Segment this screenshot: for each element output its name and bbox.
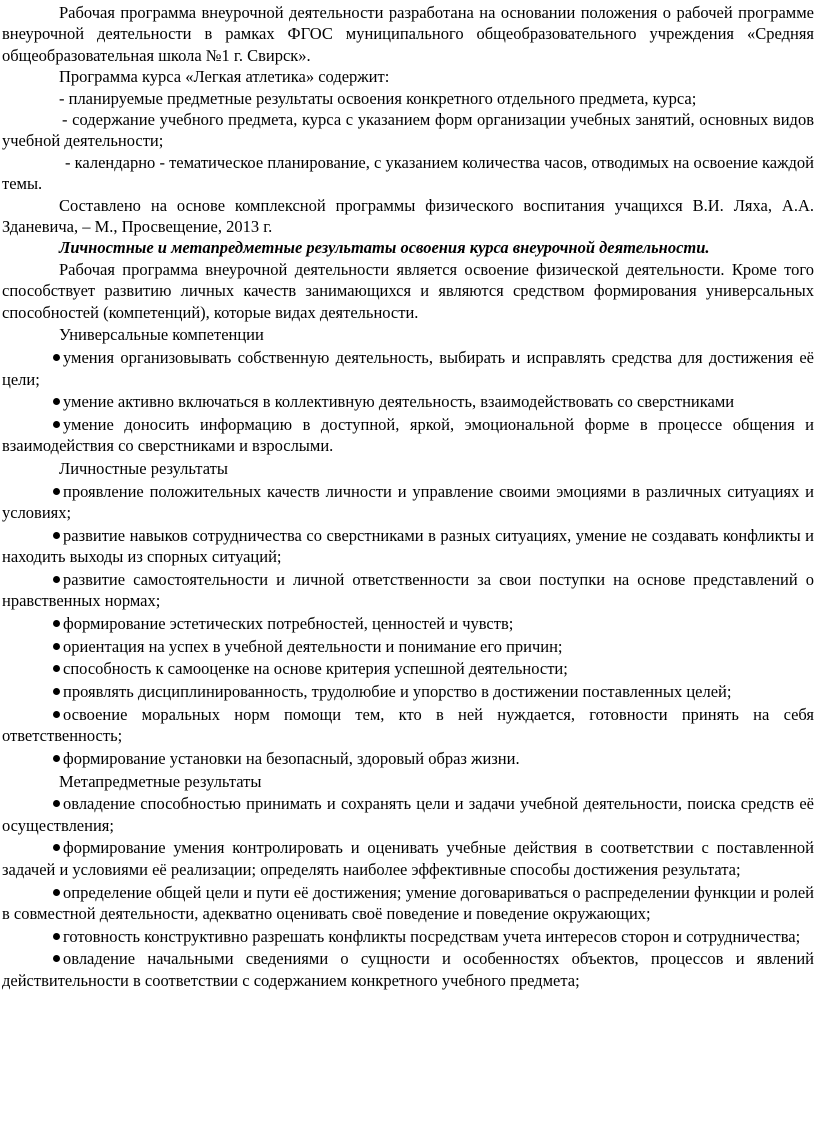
bullet-icon [53, 488, 60, 495]
list-item: определение общей цели и пути её достижения; умение договариваться о распределении функции и ролей в совместной деятельности, адекватно оценивать своё поведение и поведение окружающих; [2, 882, 814, 923]
list-item: формирование умения контролировать и оценивать учебные действия в соответствии с поставленной задачей и условиями её реализации; определять наиболее эффективные способы достижения результата; [2, 838, 814, 879]
bullet-icon [53, 711, 60, 718]
intro-item-results: - планируемые предметные результаты освоения конкретного отдельного предмета, курса; [59, 88, 697, 108]
list-item: овладение способностью принимать и сохранять цели и задачи учебной деятельности, поиска средств её осуществления; [2, 794, 814, 835]
list-item: формирование установки на безопасный, здоровый образ жизни. [2, 748, 814, 769]
bullet-icon [53, 643, 60, 650]
intro-paragraph-basis: Рабочая программа внеурочной деятельности разработана на основании положения о рабочей программе внеурочной деятельности в рамках ФГОС муниципального общеобразовательного учреждения «Средняя общеобразовательная школа №1 г. Свирск». [2, 3, 814, 65]
bullet-icon [53, 576, 60, 583]
bullet-icon [53, 688, 60, 695]
meta-heading: Метапредметные результаты [59, 771, 262, 791]
list-item: способность к самооценке на основе критерия успешной деятельности; [2, 658, 814, 679]
list-item: умение доносить информацию в доступной, яркой, эмоциональной форме в процессе общения и взаимодействия со сверстниками и взрослыми. [2, 414, 814, 456]
bullet-icon [53, 421, 60, 428]
bullet-icon [53, 398, 60, 405]
list-item: развитие самостоятельности и личной ответственности за свои поступки на основе представлений о нравственных нормах; [2, 569, 814, 611]
bullet-icon [53, 532, 60, 539]
bullet-icon [53, 755, 60, 762]
list-item: овладение начальными сведениями о сущности и особенностях объектов, процессов и явлений действительности в соответствии с содержанием конкретного учебного предмета; [2, 949, 814, 990]
list-item: ориентация на успех в учебной деятельности и понимание его причин; [2, 636, 814, 657]
intro-paragraph-contents: Программа курса «Легкая атлетика» содержит: [59, 67, 390, 87]
results-intro: Рабочая программа внеурочной деятельности является освоение физической деятельности. Кроме того способствует развитию личных качеств занимающихся и являются средством формирования универсальных способностей (компетенций), которые видах деятельности. [2, 259, 814, 322]
bullet-icon [53, 354, 60, 361]
list-item: умение активно включаться в коллективную деятельность, взаимодействовать со сверстниками [2, 391, 814, 412]
bullet-icon [53, 620, 60, 627]
universal-heading: Универсальные компетенции [59, 325, 264, 345]
list-item: развитие навыков сотрудничества со сверстниками в разных ситуациях, умение не создавать конфликты и находить выходы из спорных ситуаций; [2, 525, 814, 567]
bullet-icon [53, 844, 60, 851]
bullet-icon [53, 933, 60, 940]
bullet-icon [53, 800, 60, 807]
personal-heading: Личностные результаты [59, 459, 228, 479]
results-heading: Личностные и метапредметные результаты освоения курса внеурочной деятельности. [59, 238, 710, 258]
list-item: освоение моральных норм помощи тем, кто в ней нуждается, готовности принять на себя ответственность; [2, 704, 814, 746]
bullet-icon [53, 889, 60, 896]
list-item: проявлять дисциплинированность, трудолюбие и упорство в достижении поставленных целей; [2, 681, 814, 702]
list-item: готовность конструктивно разрешать конфликты посредствам учета интересов сторон и сотрудничества; [2, 926, 814, 947]
list-item: формирование эстетических потребностей, ценностей и чувств; [2, 613, 814, 634]
intro-paragraph-source: Составлено на основе комплексной программы физического воспитания учащихся В.И. Ляха, А.А. Зданевича, – М., Просвещение, 2013 г. [2, 195, 814, 237]
list-item: проявление положительных качеств личности и управление своими эмоциями в различных ситуациях и условиях; [2, 481, 814, 523]
list-item: умения организовывать собственную деятельность, выбирать и исправлять средства для достижения её цели; [2, 348, 814, 389]
bullet-icon [53, 955, 60, 962]
intro-item-content: - содержание учебного предмета, курса с указанием форм организации учебных занятий, основных видов учебной деятельности; [2, 110, 814, 151]
intro-item-planning: - календарно - тематическое планирование, с указанием количества часов, отводимых на освоение каждой темы. [2, 152, 814, 194]
bullet-icon [53, 665, 60, 672]
